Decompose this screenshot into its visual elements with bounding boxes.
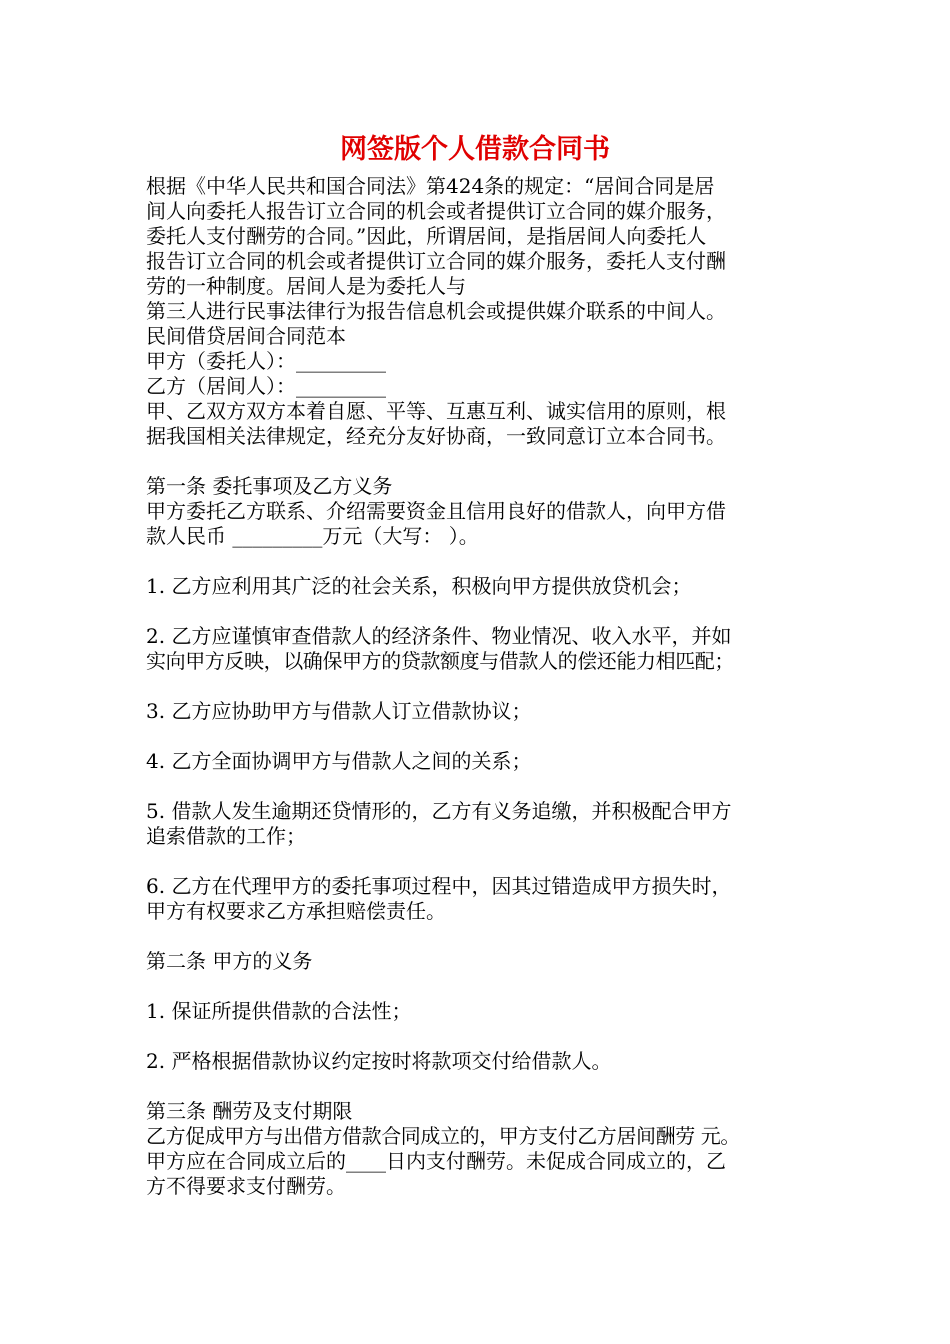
text-line: 实向甲方反映，以确保甲方的贷款额度与借款人的偿还能力相匹配； [146,649,734,673]
article-2-item-2: 2. 严格根据借款协议约定按时将款项交付给借款人。 [146,1049,612,1073]
paragraph-gap [146,724,826,749]
text-line: 间人向委托人报告订立合同的机会或者提供订立合同的媒介服务， [146,199,726,223]
text-line: 第三人进行民事法律行为报告信息机会或提供媒介联系的中间人。 [146,299,726,323]
party-b-field: 乙方（居间人）：_________ [146,374,386,398]
text-line: 款人民币 _________万元（大写： ）。 [146,524,479,548]
text-line: 劳的一种制度。居间人是为委托人与 [146,274,466,298]
paragraph-gap [146,549,826,574]
paragraph-gap [146,774,826,799]
text-line: 甲方有权要求乙方承担赔偿责任。 [146,899,446,923]
article-1-heading: 第一条 委托事项及乙方义务 [146,474,393,498]
text-line: 根据《中华人民共和国合同法》第424条的规定：“居间合同是居 [146,174,715,198]
article-1-item-4: 4. 乙方全面协调甲方与借款人之间的关系； [146,749,532,773]
article-1-item-5: 5. 借款人发生逾期还贷情形的，乙方有义务追缴，并积极配合甲方 [146,799,732,823]
text-line: 报告订立合同的机会或者提供订立合同的媒介服务，委托人支付酬 [146,249,726,273]
document-body [146,174,826,1199]
text-line: 甲方应在合同成立后的____日内支付酬劳。未促成合同成立的，乙 [146,1149,726,1173]
article-1-item-1: 1. 乙方应利用其广泛的社会关系，积极向甲方提供放贷机会； [146,574,692,598]
document-title: 网签版个人借款合同书 [340,134,610,165]
preamble-paragraph [146,399,826,449]
paragraph-gap [146,599,826,624]
text-line: 甲、乙双方双方本着自愿、平等、互惠互利、诚实信用的原则，根 [146,399,726,423]
paragraph-gap [146,674,826,699]
text-line: 乙方促成甲方与出借方借款合同成立的，甲方支付乙方居间酬劳 元。 [146,1124,740,1148]
text-line: 据我国相关法律规定，经充分友好协商，一致同意订立本合同书。 [146,424,726,448]
text-line: 追索借款的工作； [146,824,306,848]
paragraph-gap [146,849,826,874]
paragraph-gap [146,1074,826,1099]
article-1-item-2: 2. 乙方应谨慎审查借款人的经济条件、物业情况、收入水平，并如 [146,624,732,648]
article-1-item-6: 6. 乙方在代理甲方的委托事项过程中，因其过错造成甲方损失时， [146,874,732,898]
text-line: 方不得要求支付酬劳。 [146,1174,346,1198]
article-1-item-3: 3. 乙方应协助甲方与借款人订立借款协议； [146,699,532,723]
paragraph-gap [146,974,826,999]
text-line: 委托人支付酬劳的合同。”因此，所谓居间，是指居间人向委托人 [146,224,707,248]
article-2-item-1: 1. 保证所提供借款的合法性； [146,999,412,1023]
template-name: 民间借贷居间合同范本 [146,324,346,348]
party-a-field: 甲方（委托人）：_________ [146,349,386,373]
paragraph-gap [146,924,826,949]
text-line: 甲方委托乙方联系、介绍需要资金且信用良好的借款人，向甲方借 [146,499,726,523]
paragraph-gap [146,449,826,474]
article-3-heading: 第三条 酬劳及支付期限 [146,1099,353,1123]
intro-paragraph [146,174,826,324]
article-2-heading: 第二条 甲方的义务 [146,949,313,973]
paragraph-gap [146,1024,826,1049]
